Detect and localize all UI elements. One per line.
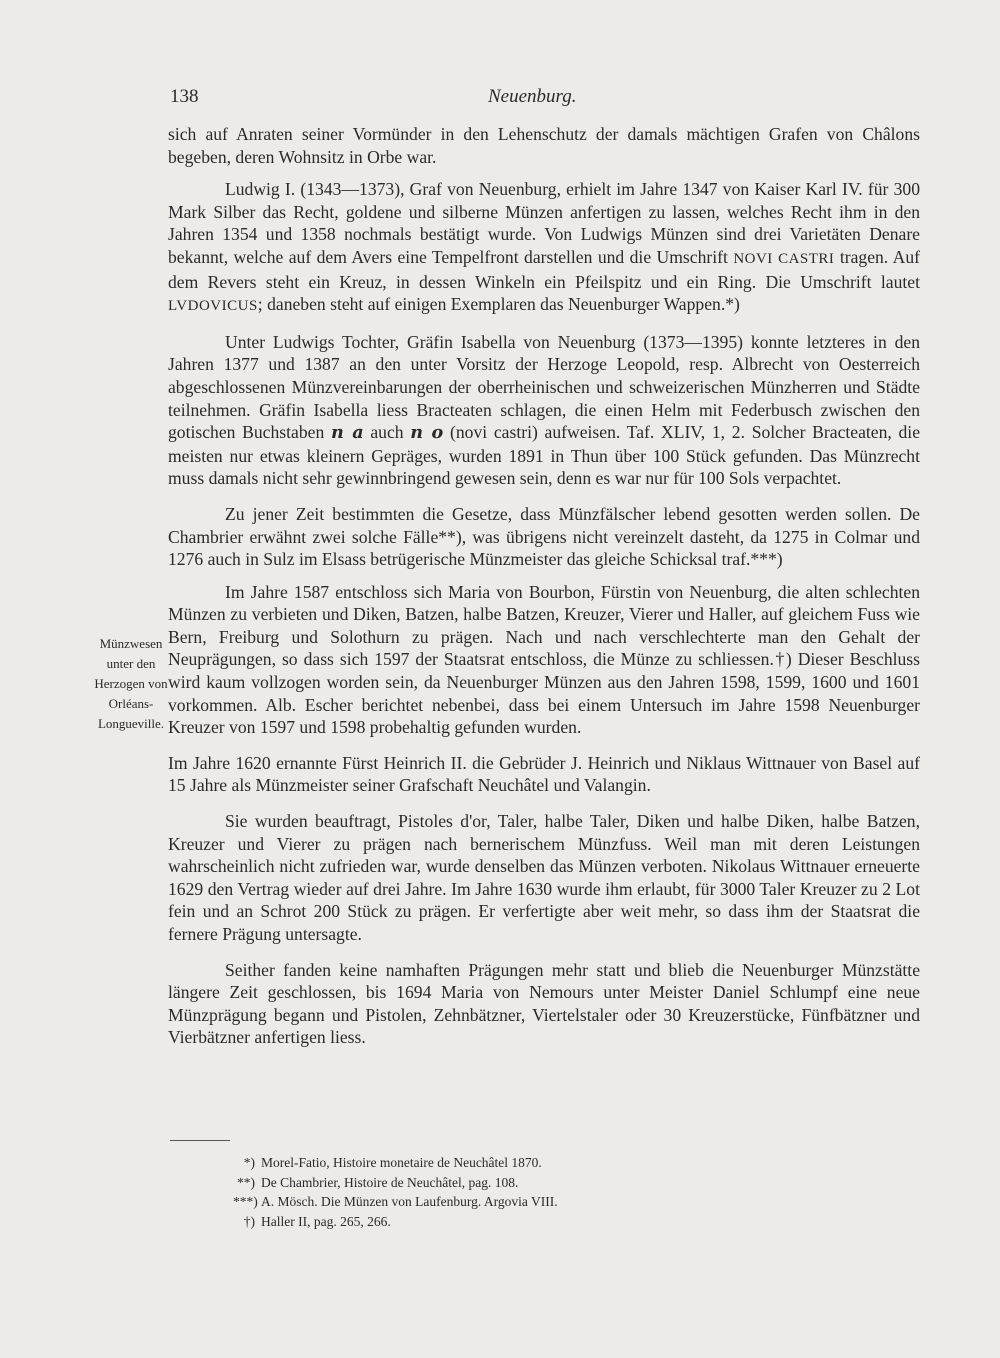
main-text (168, 123, 920, 1049)
paragraph-3-part-a: Unter Ludwigs Tochter, Gräfin Isabella von Neuenburg (1373—1395) konnte letzteres in den Jahren 1377 und 1387 an den unter Vorsitz der Herzoge Leopold, resp. Albrecht von Oesterreich abgeschlossenen Münzvereinbarungen der oberrheinischen und schweizerischen Münzherren und Städte teilnehmen. Gräfin Isabella liess Bracteaten schlagen, die einen Helm mit Federbusch zwischen den gotischen Buchstaben (168, 331, 920, 443)
footnote-mark: *) (243, 1155, 255, 1170)
marginal-note (84, 634, 178, 734)
paragraph-2-part-c: ; daneben steht auf einigen Exemplaren das Neuenburger Wappen.*) (257, 294, 740, 315)
paragraph-5: Im Jahre 1587 entschloss sich Maria von Bourbon, Fürstin von Neuenburg, die alten schlechten Münzen zu verbieten und Diken, Batzen, halbe Batzen, Kreuzer, Vierer und Haller, auf gleichem Fuss wie Bern, Freiburg und Solothurn zu prägen. Nach und nach verschlechterte man den Gehalt der Neuprägungen, so dass sich 1597 der Staatsrat entschloss, die Münze zu schliessen.†) Dieser Beschluss wird kaum vollzogen worden sein, da Neuenburger Münzen aus den Jahren 1598, 1599, 1600 und 1601 vorkommen. Alb. Escher berichtet nebenbei, dass bei einem Untersuch im Jahre 1598 Neuenburger Kreuzer von 1597 und 1598 probehaltig gefunden wurden. (168, 581, 920, 738)
gothic-letters-2: n o (410, 422, 444, 444)
paragraph-3 (168, 331, 920, 490)
marginal-note-line: Herzogen von (94, 676, 168, 691)
footnote-mark: †) (243, 1213, 255, 1229)
paragraph-3-part-b: auch (363, 422, 411, 443)
footnote (233, 1212, 833, 1232)
footnote-text: Morel-Fatio, Histoire monetaire de Neuchâtel 1870. (261, 1155, 542, 1170)
marginal-note-line: Longueville. (97, 716, 165, 731)
marginal-note-line: Orléans- (108, 696, 154, 711)
footnote-mark: **) (237, 1174, 255, 1190)
paragraph-2-part-b: tragen. Auf dem Revers steht ein Kreuz, in dessen Winkeln ein Pfeilspitz und ein Ring. Die Umschrift lautet (168, 246, 921, 292)
marginal-note-line: unter den (106, 656, 156, 671)
paragraph-2-part-a: Ludwig I. (1343—1373), Graf von Neuenburg, erhielt im Jahre 1347 von Kaiser Karl IV. für 300 Mark Silber das Recht, goldene und silberne Münzen anfertigen zu lassen, welches Recht ihm in den Jahren 1354 und 1358 nochmals bestätigt wurde. Von Ludwigs Münzen sind drei Varietäten Denare bekannt, welche auf dem Avers eine Tempelfront darstellen und die Umschrift (168, 179, 920, 267)
paragraph-1: sich auf Anraten seiner Vormünder in den Lehenschutz der damals mächtigen Grafen von Châlons begeben, deren Wohnsitz in Orbe war. (168, 124, 920, 167)
footnote-text: De Chambrier, Histoire de Neuchâtel, pag. 108. (261, 1174, 519, 1190)
footnote-divider (170, 1140, 230, 1141)
paragraph-2 (168, 178, 920, 318)
footnote (233, 1192, 833, 1212)
footnote-text: Haller II, pag. 265, 266. (261, 1213, 391, 1229)
gothic-letters-1: n a (330, 422, 364, 444)
page-number: 138 (170, 86, 199, 107)
paragraph-3-part-c: (novi castri) aufweisen. Taf. XLIV, 1, 2. Solcher Bracteaten, die meisten nur etwas kleinern Gepräges, wurden 1891 in Thun über 100 Stück gefunden. Das Münzrecht muss damals nicht sehr gewinnbringend gewesen sein, denn es war nur für 100 Sols verpachtet. (168, 422, 921, 489)
footnote (233, 1153, 833, 1173)
footnotes (233, 1153, 833, 1231)
footnote-text: A. Mösch. Die Münzen von Laufenburg. Argovia VIII. (261, 1194, 558, 1209)
running-head: Neuenburg. (488, 86, 577, 107)
footnote (233, 1173, 833, 1193)
inscription-lvdovicus: LVDOVICUS (168, 298, 258, 315)
paragraph-4: Zu jener Zeit bestimmten die Gesetze, dass Münzfälscher lebend gesotten werden sollen. De Chambrier erwähnt zwei solche Fälle**), was übrigens nicht vereinzelt dasteht, da 1275 in Colmar und 1276 auch in Sulz im Elsass betrügerische Münzmeister das gleiche Schicksal traf.***) (168, 503, 920, 570)
inscription-novi-castri: NOVI CASTRI (733, 250, 835, 267)
footnote-mark: ***) (233, 1194, 258, 1209)
marginal-note-line: Münzwesen (99, 636, 163, 651)
paragraph-6: Im Jahre 1620 ernannte Fürst Heinrich II. die Gebrüder J. Heinrich und Niklaus Wittnauer von Basel auf 15 Jahre als Münzmeister seiner Grafschaft Neuchâtel und Valangin. (168, 752, 920, 796)
paragraph-8: Seither fanden keine namhaften Prägungen mehr statt und blieb die Neuenburger Münzstätte längere Zeit geschlossen, bis 1694 Maria von Nemours unter Meister Daniel Schlumpf eine neue Münzprägung begann und Pistolen, Zehnbätzner, Viertelstaler oder 30 Kreuzerstücke, Fünfbätzner und Vierbätzner anfertigen liess. (168, 959, 920, 1048)
paragraph-7: Sie wurden beauftragt, Pistoles d'or, Taler, halbe Taler, Diken und halbe Diken, halbe Batzen, Kreuzer und Vierer zu prägen nach bernerischem Münzfuss. Weil man mit deren Leistungen wahrscheinlich nicht zufrieden war, wurde denselben das Münzen verboten. Nikolaus Wittnauer erneuerte 1629 den Vertrag wieder auf drei Jahre. Im Jahre 1630 wurde ihm erlaubt, für 3000 Taler Kreuzer zu 2 Lot fein und an Schrot 200 Stück zu prägen. Er verfertigte aber weit mehr, so dass ihm der Staatsrat die fernere Prägung untersagte. (168, 811, 920, 944)
